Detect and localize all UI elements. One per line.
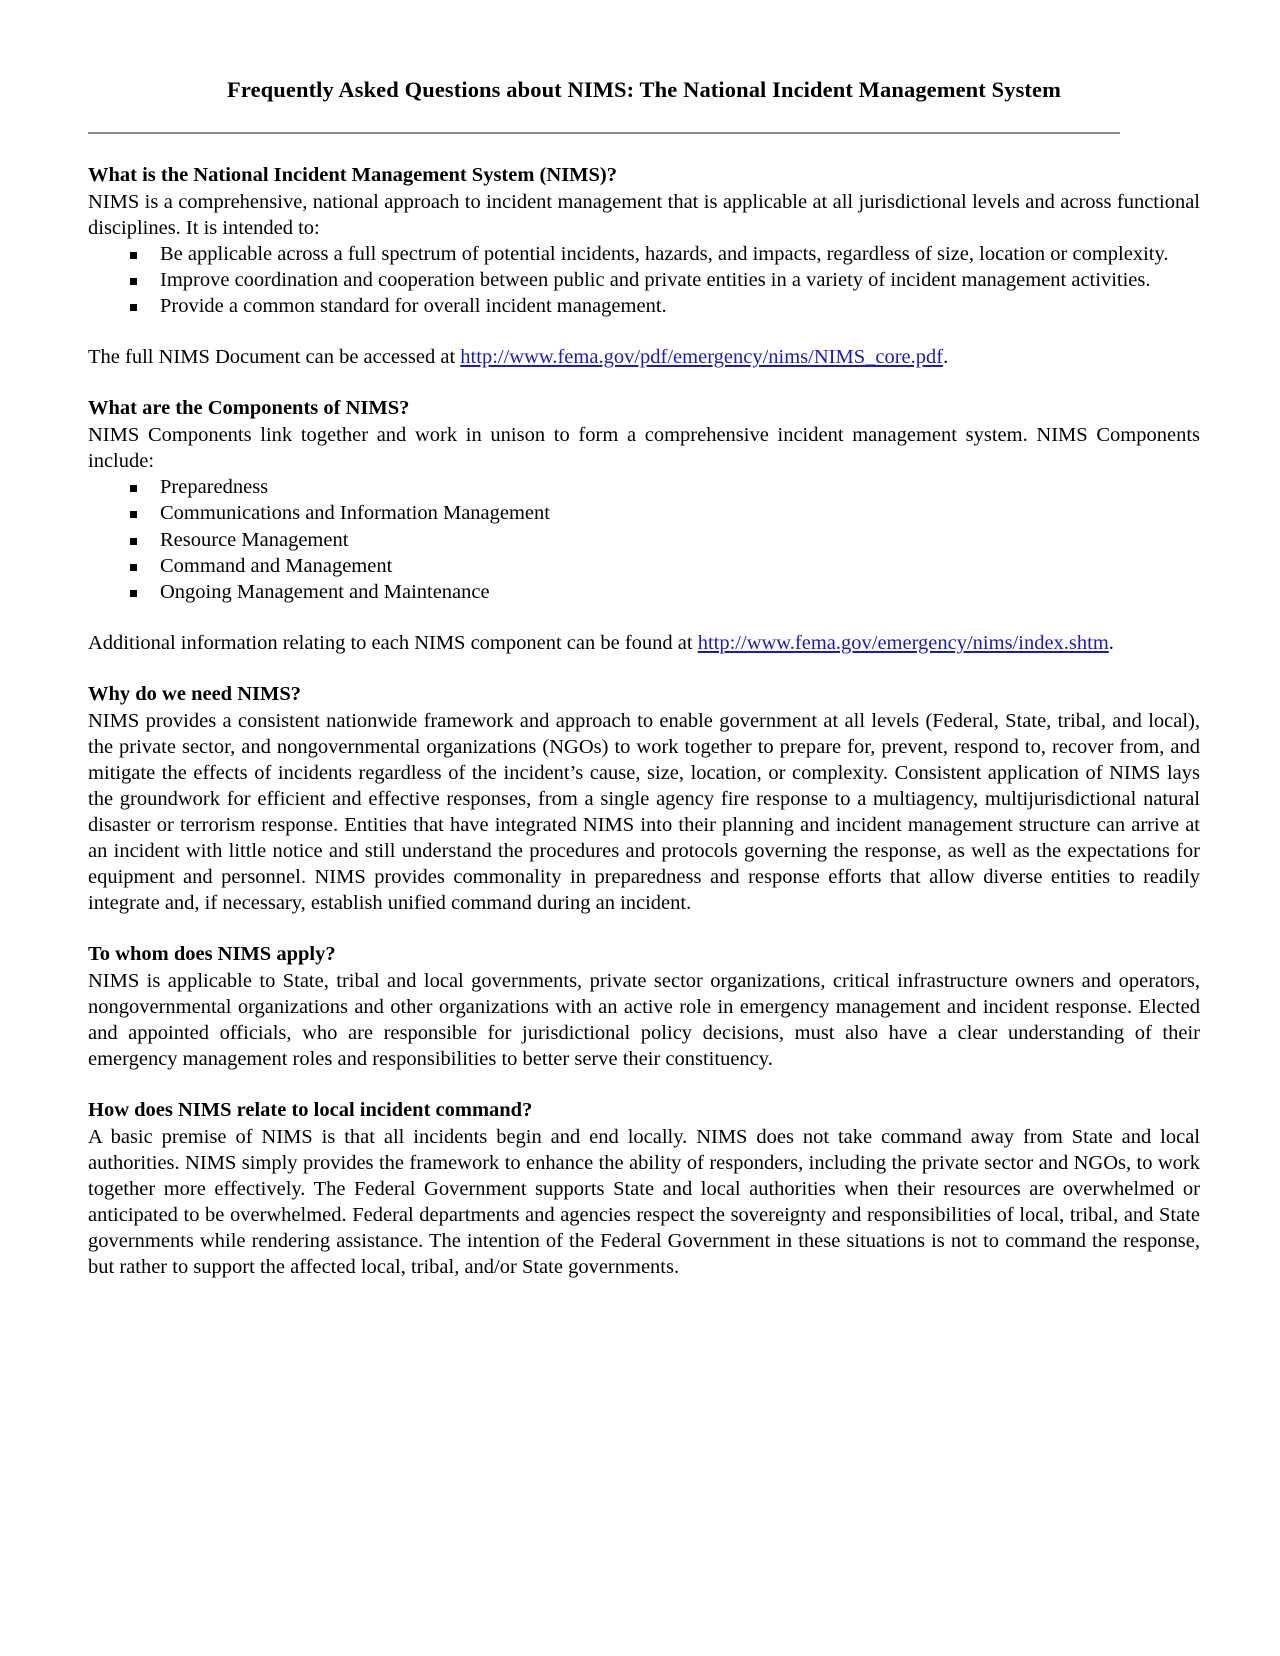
document-body <box>88 162 1200 1280</box>
closing-prefix-text: The full NIMS Document can be accessed at <box>88 346 461 369</box>
square-bullet-icon <box>130 590 137 597</box>
list-item <box>88 553 1200 579</box>
square-bullet-icon <box>130 252 137 259</box>
square-bullet-icon <box>130 485 137 492</box>
square-bullet-icon <box>130 538 137 545</box>
section-body-why-need-nims: NIMS provides a consistent nationwide framework and approach to enable government at all levels (Federal, State, tribal, and local), the private sector, and nongovernmental organizations (NGOs) to work together to prepare for, prevent, respond to, recover from, and mitigate the effects of incidents regardless of the incident’s cause, size, location, or complexity. Consistent application of NIMS lays the groundwork for efficient and effective responses, from a single agency fire response to a multiagency, multijurisdictional natural disaster or terrorism response. Entities that have integrated NIMS into their planning and incident management structure can arrive at an incident with little notice and still understand the procedures and protocols governing the response, as well as the expectations for equipment and personnel. NIMS provides commonality in preparedness and response efforts that allow diverse entities to readily integrate and, if necessary, establish unified command during an incident. <box>88 709 1200 914</box>
list-item-label: Improve coordination and cooperation between public and private entities in a variety of incident management activities. <box>160 269 1151 292</box>
list-item <box>88 241 1200 267</box>
section-heading-why-need-nims: Why do we need NIMS? <box>88 682 301 705</box>
section-heading-local-incident-command: How does NIMS relate to local incident command? <box>88 1099 533 1122</box>
nims-index-shtm-link[interactable]: http://www.fema.gov/emergency/nims/index.shtm <box>697 631 1109 654</box>
nims-core-pdf-link[interactable]: http://www.fema.gov/pdf/emergency/nims/NIMS_core.pdf <box>460 346 944 369</box>
section-body-to-whom-applies: NIMS is applicable to State, tribal and local governments, private sector organizations, critical infrastructure owners and operators, nongovernmental organizations and other organizations with an active role in emergency management and incident response. Elected and appointed officials, who are responsible for jurisdictional policy decisions, must also have a clear understanding of their emergency management roles and responsibilities to better serve their constituency. <box>88 969 1200 1071</box>
square-bullet-icon <box>130 564 137 571</box>
section-intro-components-of-nims: NIMS Components link together and work in unison to form a comprehensive incident management system. NIMS Components include: <box>88 424 1200 473</box>
closing-suffix-text: . <box>1108 631 1114 654</box>
list-spacer <box>88 319 1200 344</box>
section-why-need-nims <box>88 681 1200 916</box>
list-item <box>88 500 1200 526</box>
square-bullet-icon <box>130 304 137 311</box>
section-heading-what-is-nims: What is the National Incident Management System (NIMS)? <box>88 164 617 187</box>
list-item <box>88 474 1200 500</box>
section-body-local-incident-command: A basic premise of NIMS is that all incidents begin and end locally. NIMS does not take command away from State and local authorities. NIMS simply provides the framework to enhance the ability of responders, including the private sector and NGOs, to work together more effectively. The Federal Government supports State and local authorities when their resources are overwhelmed or anticipated to be overwhelmed. Federal departments and agencies respect the sovereignty and responsibilities of local, tribal, and State governments while rendering assistance. The intention of the Federal Government in these situations is not to command the response, but rather to support the affected local, tribal, and/or State governments. <box>88 1126 1200 1279</box>
list-item <box>88 267 1200 293</box>
section-heading-components-of-nims: What are the Components of NIMS? <box>88 397 410 420</box>
list-item <box>88 527 1200 553</box>
section-components-of-nims <box>88 395 1200 655</box>
bullet-list-nims-components <box>88 474 1200 604</box>
section-heading-to-whom-applies: To whom does NIMS apply? <box>88 942 336 965</box>
list-item-label: Ongoing Management and Maintenance <box>160 580 490 603</box>
list-item-label: Be applicable across a full spectrum of potential incidents, hazards, and impacts, regardless of size, location or complexity. <box>160 243 1169 266</box>
list-item <box>88 293 1200 319</box>
list-item <box>88 579 1200 605</box>
section-local-incident-command <box>88 1097 1200 1280</box>
list-spacer <box>88 605 1200 630</box>
list-item-label: Resource Management <box>160 528 349 551</box>
section-to-whom-applies <box>88 941 1200 1072</box>
square-bullet-icon <box>130 278 137 285</box>
closing-suffix-text: . <box>943 346 949 369</box>
page-title: Frequently Asked Questions about NIMS: The National Incident Management System <box>227 77 1061 102</box>
title-divider <box>88 132 1120 134</box>
list-item-label: Command and Management <box>160 554 393 577</box>
section-closing-components-of-nims <box>88 630 1200 656</box>
closing-prefix-text: Additional information relating to each NIMS component can be found at <box>88 631 698 654</box>
square-bullet-icon <box>130 511 137 518</box>
section-intro-what-is-nims: NIMS is a comprehensive, national approach to incident management that is applicable at all jurisdictional levels and across functional disciplines. It is intended to: <box>88 191 1200 240</box>
list-item-label: Communications and Information Management <box>160 502 550 525</box>
list-item-label: Provide a common standard for overall incident management. <box>160 295 667 318</box>
section-what-is-nims <box>88 162 1200 370</box>
bullet-list-nims-intent <box>88 241 1200 319</box>
section-closing-what-is-nims <box>88 344 1200 370</box>
list-item-label: Preparedness <box>160 476 269 499</box>
